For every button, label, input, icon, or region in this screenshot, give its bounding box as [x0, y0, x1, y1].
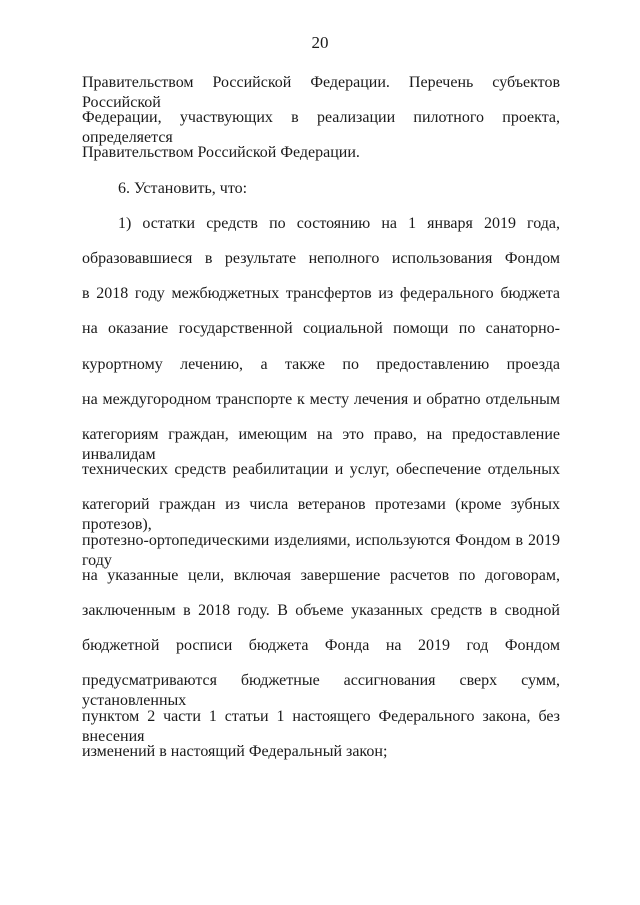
text-line: категорий граждан из числа ветеранов протезами (кроме зубных протезов),: [82, 496, 560, 534]
text-line: в 2018 году межбюджетных трансфертов из федерального бюджета: [82, 285, 560, 303]
text-line: бюджетной росписи бюджета Фонда на 2019 год Фондом: [82, 637, 560, 655]
text-line: заключенным в 2018 году. В объеме указанных средств в сводной: [82, 602, 560, 619]
text-line: 1) остатки средств по состоянию на 1 января 2019 года,: [118, 214, 560, 232]
text-line: 6. Установить, что:: [118, 179, 248, 197]
text-line: Правительством Российской Федерации.: [82, 144, 360, 162]
text-line: Федерации, участвующих в реализации пилотного проекта, определяется: [82, 109, 560, 147]
text-line: на междугородном транспорте к месту лечения и обратно отдельным: [82, 390, 560, 408]
text-line: технических средств реабилитации и услуг, обеспечение отдельных: [82, 461, 560, 479]
text-line: образовавшиеся в результате неполного использования Фондом: [82, 250, 560, 267]
text-line: на оказание государственной социальной помощи по санаторно-: [82, 320, 560, 338]
page-number: 20: [311, 33, 329, 52]
text-line: Правительством Российской Федерации. Перечень субъектов Российской: [82, 74, 560, 111]
text-line: курортному лечению, а также по предоставлению проезда: [82, 355, 560, 373]
text-line: категориям граждан, имеющим на это право, на предоставление инвалидам: [82, 426, 560, 463]
text-line: изменений в настоящий Федеральный закон;: [82, 742, 388, 760]
text-line: на указанные цели, включая завершение расчетов по договорам,: [82, 566, 560, 584]
text-line: протезно-ортопедическими изделиями, используются Фондом в 2019 году: [82, 531, 560, 569]
text-line: предусматриваются бюджетные ассигнования сверх сумм, установленных: [82, 672, 560, 710]
text-line: пунктом 2 части 1 статьи 1 настоящего Федерального закона, без внесения: [82, 707, 560, 745]
